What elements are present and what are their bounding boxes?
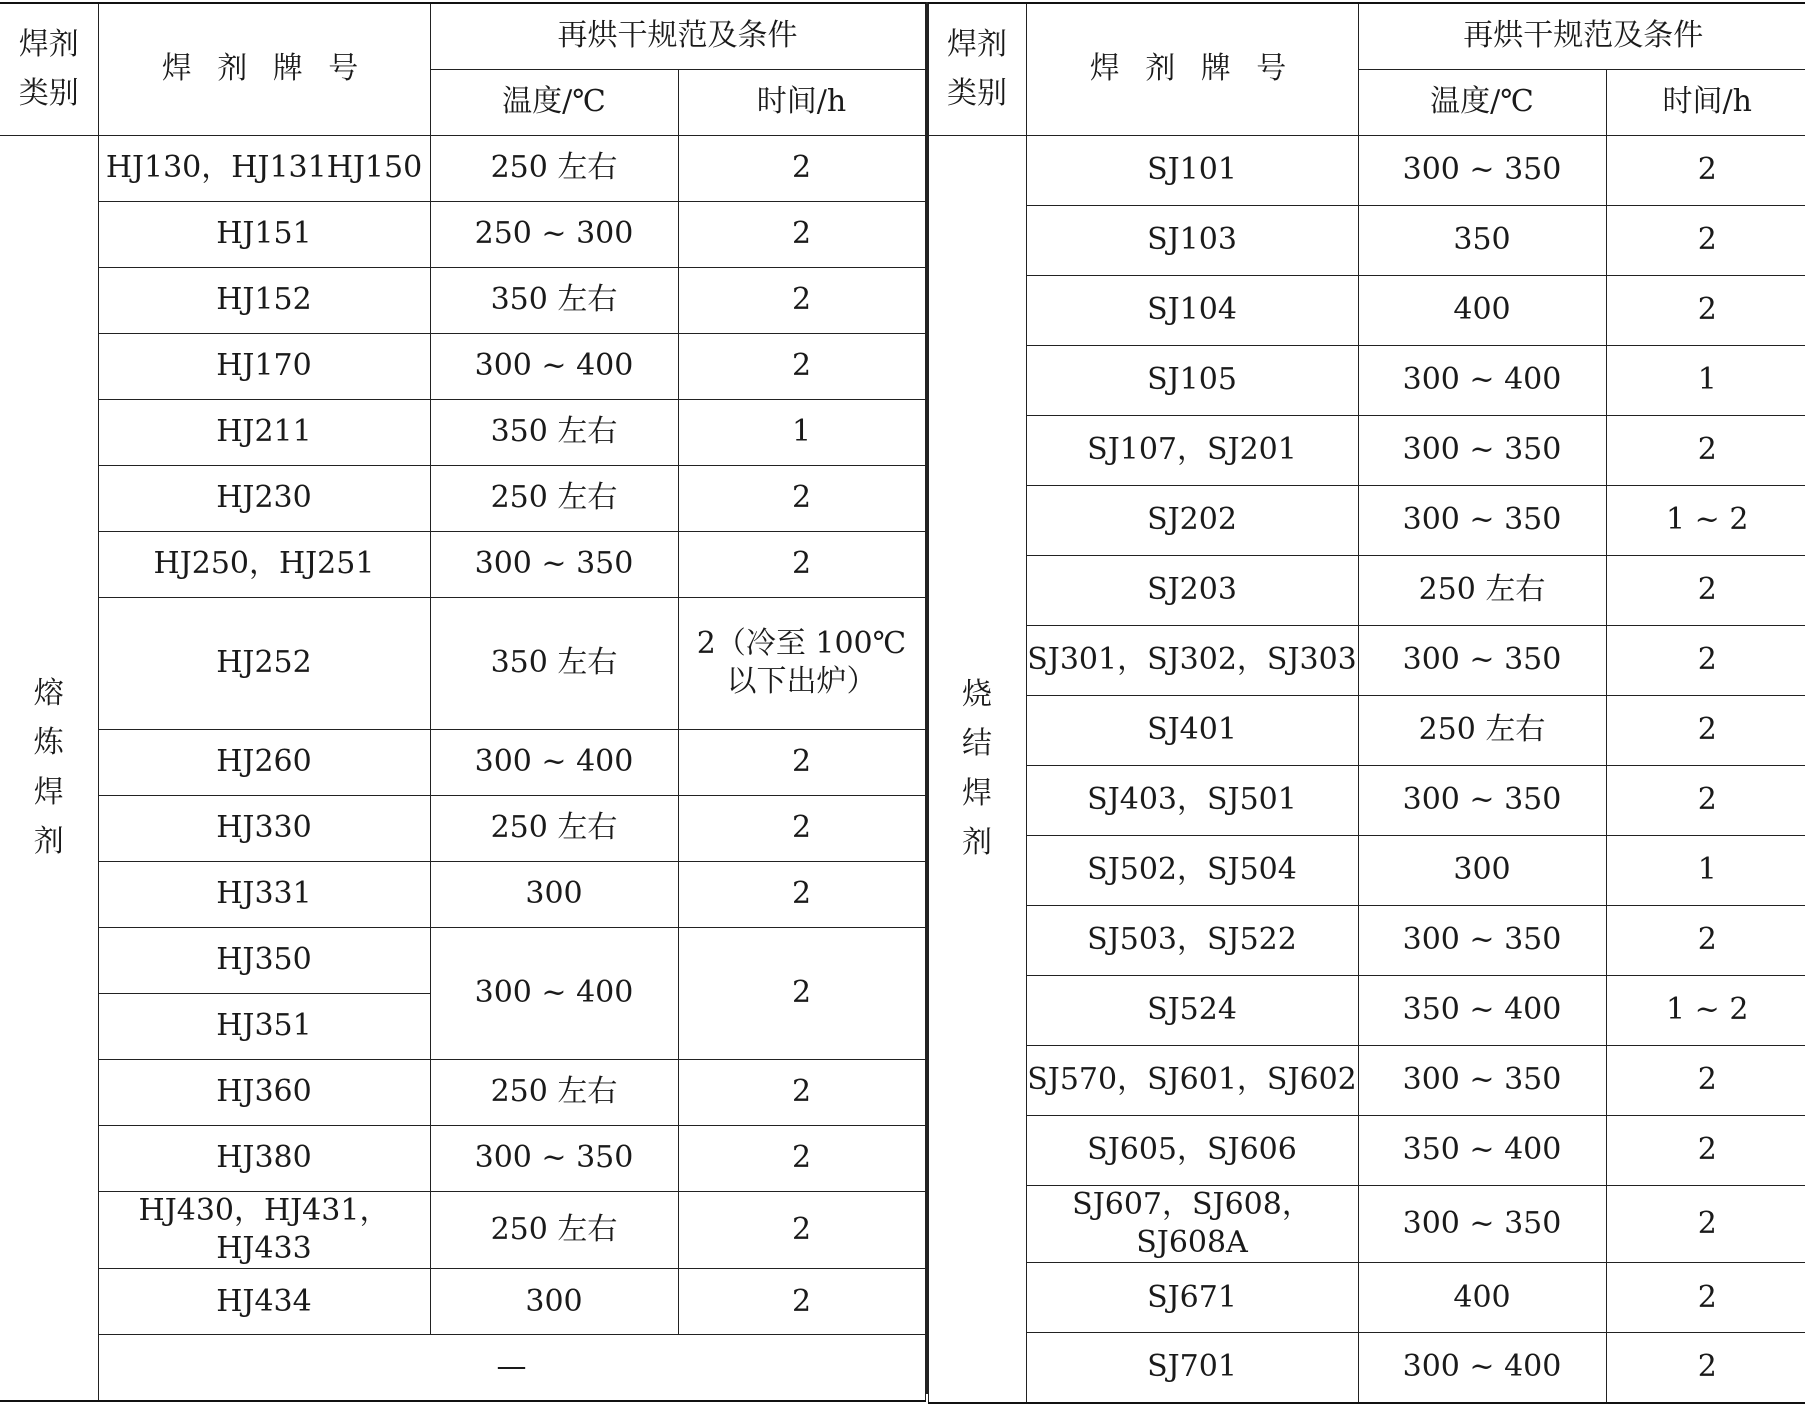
grade-cell: HJ331 — [98, 861, 430, 927]
temp-cell: 300 ~ 350 — [1358, 135, 1606, 205]
grade-cell: HJ152 — [98, 267, 430, 333]
temp-cell: 400 — [1358, 275, 1606, 345]
grade-cell: HJ430，HJ431，HJ433 — [98, 1191, 430, 1269]
table-row — [0, 795, 925, 861]
header-grade: 焊 剂 牌 号 — [1026, 3, 1358, 135]
grade-cell: HJ260 — [98, 729, 430, 795]
temp-cell: 300 ~ 350 — [1358, 415, 1606, 485]
time-cell: 2 — [1606, 555, 1805, 625]
header-conditions: 再烘干规范及条件 — [1358, 3, 1805, 69]
temp-cell: 350 左右 — [430, 597, 678, 729]
temp-cell: 350 左右 — [430, 267, 678, 333]
time-cell: 2 — [1606, 205, 1805, 275]
table-row — [928, 1333, 1805, 1403]
table-row — [0, 135, 925, 201]
temp-cell: 300 — [430, 861, 678, 927]
table-row — [0, 201, 925, 267]
grade-cell: SJ503，SJ522 — [1026, 905, 1358, 975]
grade-cell: HJ250，HJ251 — [98, 531, 430, 597]
time-cell: 2 — [1606, 625, 1805, 695]
grade-cell: SJ701 — [1026, 1333, 1358, 1403]
temp-cell: 250 左右 — [430, 795, 678, 861]
grade-cell: HJ151 — [98, 201, 430, 267]
header-category: 焊剂 类别 — [928, 3, 1026, 135]
table-row — [0, 531, 925, 597]
table-row — [928, 625, 1805, 695]
temp-cell: 350 ~ 400 — [1358, 975, 1606, 1045]
sintered-flux-table — [928, 2, 1805, 1404]
table-row — [0, 333, 925, 399]
time-cell: 2 — [678, 1269, 925, 1335]
time-cell: 2 — [1606, 415, 1805, 485]
grade-cell: HJ211 — [98, 399, 430, 465]
table-row — [928, 1045, 1805, 1115]
grade-cell: SJ103 — [1026, 205, 1358, 275]
temp-cell: 300 ~ 350 — [1358, 485, 1606, 555]
table-row — [0, 267, 925, 333]
time-cell: 2 — [1606, 1333, 1805, 1403]
table-row — [0, 861, 925, 927]
grade-cell: HJ252 — [98, 597, 430, 729]
temp-cell: 250 ~ 300 — [430, 201, 678, 267]
time-cell: 2 — [678, 927, 925, 1059]
category-sintered-flux: 烧 结 焊 剂 — [928, 135, 1026, 1403]
grade-cell: SJ671 — [1026, 1263, 1358, 1333]
temp-cell: 250 左右 — [430, 135, 678, 201]
grade-cell: SJ403，SJ501 — [1026, 765, 1358, 835]
grade-cell: SJ301，SJ302，SJ303 — [1026, 625, 1358, 695]
time-cell: 1 — [1606, 835, 1805, 905]
table-row — [928, 135, 1805, 205]
temp-cell: 300 ~ 400 — [430, 729, 678, 795]
table-row — [0, 1335, 925, 1401]
table-row — [928, 555, 1805, 625]
table-row — [0, 465, 925, 531]
table-row — [0, 1059, 925, 1125]
time-cell: 2 — [678, 333, 925, 399]
temp-cell: 300 ~ 350 — [430, 531, 678, 597]
temp-cell: 300 ~ 400 — [430, 927, 678, 1059]
table-row — [928, 1185, 1805, 1263]
grade-cell: SJ104 — [1026, 275, 1358, 345]
temp-cell: 300 ~ 350 — [1358, 1045, 1606, 1115]
temp-cell: 300 ~ 350 — [1358, 625, 1606, 695]
time-cell: 2 — [1606, 1045, 1805, 1115]
header-time: 时间/h — [1606, 69, 1805, 135]
table-row — [0, 597, 925, 729]
table-row — [928, 485, 1805, 555]
header-temperature: 温度/℃ — [1358, 69, 1606, 135]
grade-cell: SJ524 — [1026, 975, 1358, 1045]
temp-cell: 400 — [1358, 1263, 1606, 1333]
time-cell: 2 — [678, 861, 925, 927]
time-cell: 2 — [678, 795, 925, 861]
grade-cell: SJ502，SJ504 — [1026, 835, 1358, 905]
table-row — [928, 695, 1805, 765]
temp-cell: 250 左右 — [1358, 695, 1606, 765]
table-row — [0, 1191, 925, 1269]
grade-cell: HJ230 — [98, 465, 430, 531]
temp-cell: 300 ~ 350 — [1358, 1185, 1606, 1263]
grade-cell: HJ330 — [98, 795, 430, 861]
time-cell: 2 — [1606, 135, 1805, 205]
table-row — [928, 835, 1805, 905]
time-cell: 2 — [1606, 695, 1805, 765]
time-cell: 2 — [678, 465, 925, 531]
grade-cell: SJ203 — [1026, 555, 1358, 625]
grade-cell: SJ202 — [1026, 485, 1358, 555]
temp-cell: 300 ~ 400 — [1358, 1333, 1606, 1403]
temp-cell: 300 ~ 350 — [1358, 905, 1606, 975]
fused-flux-table — [0, 2, 926, 1402]
grade-cell: SJ401 — [1026, 695, 1358, 765]
header-temperature: 温度/℃ — [430, 69, 678, 135]
time-cell: 2 — [678, 135, 925, 201]
time-cell: 1 ~ 2 — [1606, 975, 1805, 1045]
time-cell — [678, 597, 925, 729]
time-cell: 2 — [1606, 1185, 1805, 1263]
flux-drying-tables — [0, 2, 1805, 1394]
grade-cell: HJ350 — [98, 927, 430, 993]
table-row — [928, 975, 1805, 1045]
grade-cell: SJ607，SJ608，SJ608A — [1026, 1185, 1358, 1263]
time-cell: 2 — [678, 729, 925, 795]
category-fused-flux: 熔 炼 焊 剂 — [0, 135, 98, 1401]
temp-cell: 250 左右 — [1358, 555, 1606, 625]
grade-cell: SJ605，SJ606 — [1026, 1115, 1358, 1185]
grade-cell: SJ101 — [1026, 135, 1358, 205]
time-cell: 2 — [1606, 765, 1805, 835]
table-row — [928, 1115, 1805, 1185]
time-line: 以下出炉） — [727, 664, 877, 699]
table-row — [928, 905, 1805, 975]
header-time: 时间/h — [678, 69, 925, 135]
time-cell: 1 — [1606, 345, 1805, 415]
temp-cell: 300 ~ 350 — [430, 1125, 678, 1191]
table-row — [928, 1263, 1805, 1333]
temp-cell: 250 左右 — [430, 1191, 678, 1269]
table-row — [0, 927, 925, 993]
grade-cell: SJ107，SJ201 — [1026, 415, 1358, 485]
time-cell: 2 — [1606, 1115, 1805, 1185]
temp-cell: 250 左右 — [430, 1059, 678, 1125]
time-cell: 1 — [678, 399, 925, 465]
table-row — [928, 275, 1805, 345]
time-cell: 1 ~ 2 — [1606, 485, 1805, 555]
header-conditions: 再烘干规范及条件 — [430, 3, 925, 69]
table-row — [0, 1269, 925, 1335]
grade-cell: HJ434 — [98, 1269, 430, 1335]
temp-cell: 250 左右 — [430, 465, 678, 531]
grade-cell: HJ380 — [98, 1125, 430, 1191]
header-grade: 焊 剂 牌 号 — [98, 3, 430, 135]
time-cell: 2 — [1606, 1263, 1805, 1333]
temp-cell: 350 左右 — [430, 399, 678, 465]
time-cell: 2 — [1606, 905, 1805, 975]
time-cell: 2 — [678, 1059, 925, 1125]
temp-cell: 300 ~ 400 — [1358, 345, 1606, 415]
header-category: 焊剂 类别 — [0, 3, 98, 135]
grade-cell: SJ105 — [1026, 345, 1358, 415]
table-row — [928, 415, 1805, 485]
table-row — [0, 1125, 925, 1191]
temp-cell: 350 ~ 400 — [1358, 1115, 1606, 1185]
table-row — [928, 205, 1805, 275]
grade-cell: HJ130，HJ131HJ150 — [98, 135, 430, 201]
time-cell: 2 — [678, 531, 925, 597]
temp-cell: 300 ~ 350 — [1358, 765, 1606, 835]
grade-cell: HJ360 — [98, 1059, 430, 1125]
table-row — [0, 399, 925, 465]
time-cell: 2 — [1606, 275, 1805, 345]
grade-cell: HJ170 — [98, 333, 430, 399]
table-row — [928, 345, 1805, 415]
time-cell: 2 — [678, 267, 925, 333]
temp-cell: 350 — [1358, 205, 1606, 275]
time-cell: 2 — [678, 1191, 925, 1269]
time-line: 2（冷至 100℃ — [697, 626, 906, 661]
temp-cell: 300 — [430, 1269, 678, 1335]
grade-cell: HJ351 — [98, 993, 430, 1059]
table-row — [928, 765, 1805, 835]
table-row — [0, 729, 925, 795]
temp-cell: 300 ~ 400 — [430, 333, 678, 399]
temp-cell: 300 — [1358, 835, 1606, 905]
empty-row-dash: — — [98, 1335, 925, 1401]
time-cell: 2 — [678, 1125, 925, 1191]
time-cell: 2 — [678, 201, 925, 267]
grade-cell: SJ570，SJ601，SJ602 — [1026, 1045, 1358, 1115]
